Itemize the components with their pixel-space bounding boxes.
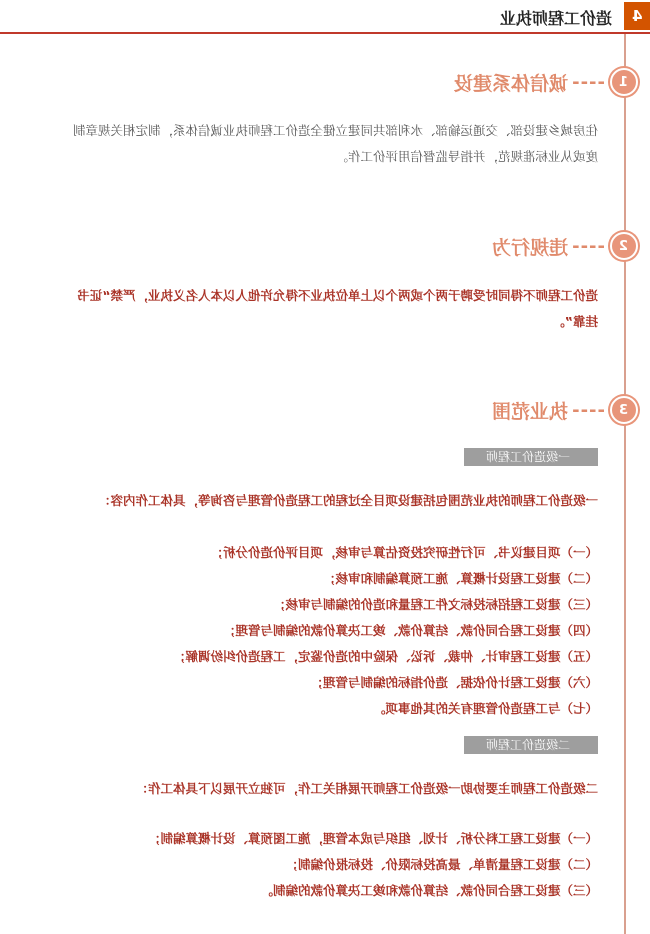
section-title-3: 执业范围 <box>492 400 569 423</box>
list-item: （三）建设工程招标投标文件工程量和造价的编制与审核； <box>272 597 598 612</box>
section-header-3 <box>492 396 638 424</box>
page-title: 造价工程师执业 <box>499 9 612 28</box>
chapter-badge <box>624 2 650 30</box>
list-item: （二）建设工程量清单、最高投标限价、投标报价编制； <box>285 857 598 872</box>
list-item: （一）建设工程工料分析、计划、组织与成本管理，施工图预算、设计概算编制； <box>147 831 598 846</box>
header-divider <box>0 32 650 34</box>
section-dash-1: ---- <box>572 71 606 93</box>
section-number-1: 1 <box>619 74 629 90</box>
list-item: （四）建设工程合同价款、结算价款、竣工决算价款的编制与管理； <box>222 623 598 638</box>
first-class-list <box>70 540 598 722</box>
section-number-circle-3 <box>610 396 638 424</box>
section-dash-3: ---- <box>572 399 606 421</box>
list-item: （七）与工程造价管理有关的其他事项。 <box>372 701 598 716</box>
list-item: （一）项目建议书、可行性研究投资估算与审核，项目评价造价分析； <box>210 545 598 560</box>
section-title-2: 违规行为 <box>492 236 569 259</box>
second-class-intro: 二级造价工程师主要协助一级造价工程师开展相关工作，可独立开展以下具体工作： <box>135 781 598 796</box>
first-class-label-text: 一级造价工程师 <box>486 450 571 464</box>
timeline-line <box>624 34 626 934</box>
first-class-label <box>464 448 598 466</box>
list-item: （五）建设工程审计、仲裁、诉讼、保险中的造价鉴定，工程造价纠纷调解； <box>172 649 598 664</box>
section-dash-2: ---- <box>572 235 606 257</box>
list-item: （三）建设工程合同价款、结算价款和竣工决算价款的编制。 <box>260 883 598 898</box>
section-header-1 <box>454 68 638 96</box>
section-number-circle-2 <box>610 232 638 260</box>
chapter-number: 4 <box>631 7 643 25</box>
second-class-label-text: 二级造价工程师 <box>486 738 571 752</box>
section-header-2 <box>492 232 638 260</box>
section-number-3: 3 <box>619 402 629 418</box>
first-class-intro: 一级造价工程师的执业范围包括建设项目全过程的工程造价管理与咨询等，具体工作内容： <box>97 493 598 508</box>
list-item: （六）建设工程计价依据、造价指标的编制与管理； <box>310 675 598 690</box>
second-class-list <box>70 826 598 904</box>
section-number-2: 2 <box>619 238 629 254</box>
section-number-circle-1 <box>610 68 638 96</box>
section-title-1: 诚信体系建设 <box>454 72 569 95</box>
section-paragraph-2: 造价工程师不得同时受聘于两个或两个以上单位执业不得允许他人以本人名义执业，严禁“证书挂靠”。 <box>77 288 598 329</box>
section-paragraph-1: 住房城乡建设部、交通运输部、水利部共同建立健全造价工程师执业诚信体系，制定相关规章制度或从业标准规范，并指导监督信用评价工作。 <box>72 123 598 164</box>
second-class-label <box>464 736 598 754</box>
list-item: （二）建设工程设计概算、施工预算编制和审核； <box>322 571 598 586</box>
